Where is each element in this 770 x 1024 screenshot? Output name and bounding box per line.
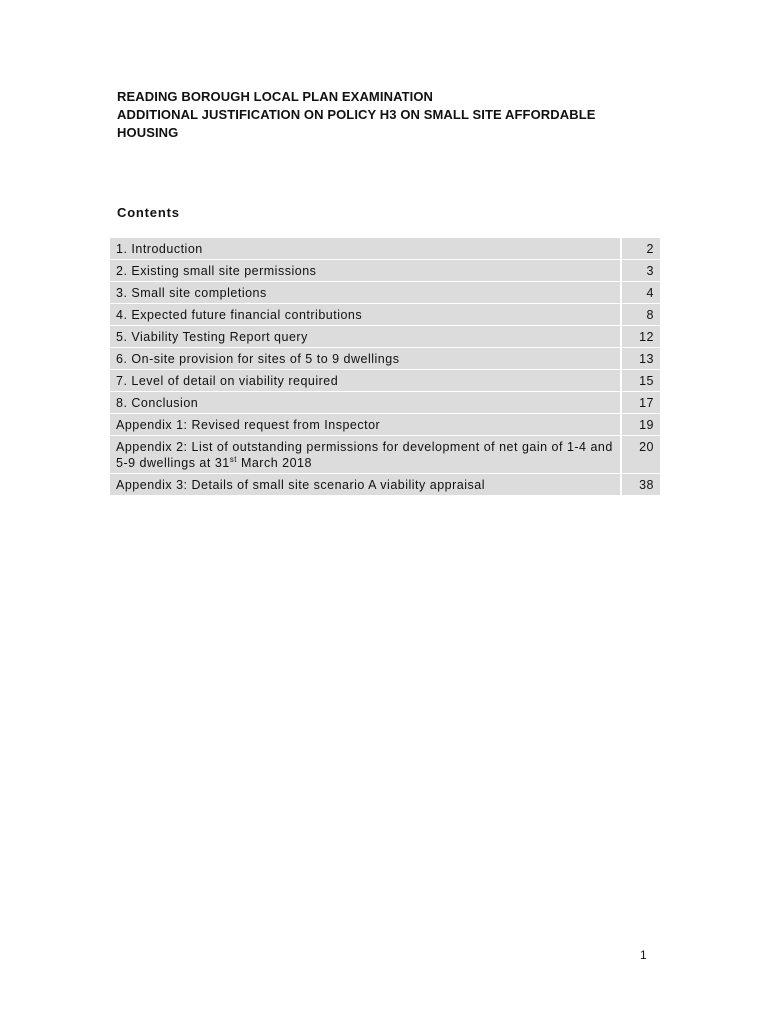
toc-page-number: 12 bbox=[620, 326, 660, 348]
toc-label bbox=[110, 436, 620, 474]
toc-row-conclusion bbox=[110, 392, 660, 414]
toc-row-appendix-2 bbox=[110, 436, 660, 474]
ordinal-suffix: st bbox=[229, 455, 237, 464]
toc-label: Appendix 1: Revised request from Inspector bbox=[110, 414, 620, 436]
toc-row-existing-permissions bbox=[110, 260, 660, 282]
toc-row-appendix-1 bbox=[110, 414, 660, 436]
toc-page-number: 13 bbox=[620, 348, 660, 370]
toc-label: 5. Viability Testing Report query bbox=[110, 326, 620, 348]
page-number: 1 bbox=[640, 948, 647, 962]
title-line-1: READING BOROUGH LOCAL PLAN EXAMINATION bbox=[117, 89, 434, 104]
toc-label: Appendix 3: Details of small site scenario A viability appraisal bbox=[110, 474, 620, 496]
table-of-contents bbox=[110, 238, 660, 496]
toc-page-number: 8 bbox=[620, 304, 660, 326]
toc-page-number: 4 bbox=[620, 282, 660, 304]
toc-row-introduction bbox=[110, 238, 660, 260]
toc-label: 2. Existing small site permissions bbox=[110, 260, 620, 282]
contents-heading: Contents bbox=[117, 205, 180, 220]
toc-page-number: 20 bbox=[620, 436, 660, 474]
toc-row-completions bbox=[110, 282, 660, 304]
toc-page-number: 15 bbox=[620, 370, 660, 392]
toc-label: 7. Level of detail on viability required bbox=[110, 370, 620, 392]
toc-page-number: 19 bbox=[620, 414, 660, 436]
title-line-3: HOUSING bbox=[117, 125, 179, 140]
toc-page-number: 17 bbox=[620, 392, 660, 414]
toc-label: 6. On-site provision for sites of 5 to 9 dwellings bbox=[110, 348, 620, 370]
toc-label: 1. Introduction bbox=[110, 238, 620, 260]
toc-page-number: 2 bbox=[620, 238, 660, 260]
toc-label: 4. Expected future financial contributions bbox=[110, 304, 620, 326]
toc-row-level-of-detail bbox=[110, 370, 660, 392]
toc-page-number: 38 bbox=[620, 474, 660, 496]
document-title bbox=[117, 88, 677, 142]
toc-label: 8. Conclusion bbox=[110, 392, 620, 414]
toc-row-financial-contributions bbox=[110, 304, 660, 326]
toc-row-onsite-provision bbox=[110, 348, 660, 370]
toc-row-viability-query bbox=[110, 326, 660, 348]
toc-page-number: 3 bbox=[620, 260, 660, 282]
toc-label-part: Appendix 2: List of outstanding permissions for development of net gain of 1-4 and 5-9 dwellings at 31 bbox=[116, 440, 613, 470]
toc-label-part: March 2018 bbox=[236, 456, 312, 470]
toc-label: 3. Small site completions bbox=[110, 282, 620, 304]
title-line-2: ADDITIONAL JUSTIFICATION ON POLICY H3 ON SMALL SITE AFFORDABLE bbox=[117, 107, 596, 122]
toc-row-appendix-3 bbox=[110, 474, 660, 496]
